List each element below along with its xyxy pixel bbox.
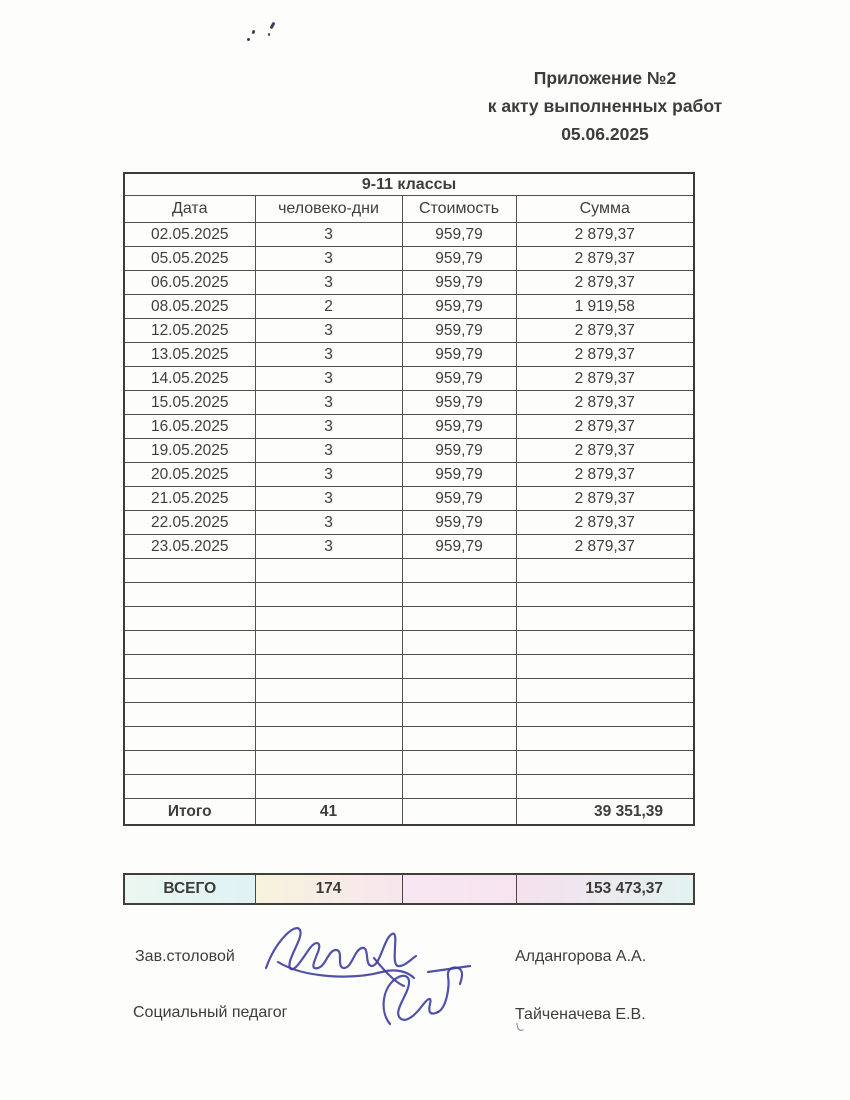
cell-days: 3	[255, 391, 402, 415]
table-row	[124, 343, 694, 367]
cell-date: 15.05.2025	[124, 391, 255, 415]
cell-days: 3	[255, 367, 402, 391]
cell-cost: 959,79	[402, 223, 516, 247]
col-header-sum: Сумма	[516, 196, 694, 223]
cell-date: 23.05.2025	[124, 535, 255, 559]
cell-sum: 2 879,37	[516, 415, 694, 439]
signature-ink-1	[256, 916, 426, 992]
empty-cell	[516, 775, 694, 799]
cell-cost: 959,79	[402, 367, 516, 391]
table-row	[124, 463, 694, 487]
empty-cell	[255, 727, 402, 751]
empty-cell	[516, 751, 694, 775]
empty-row	[124, 679, 694, 703]
cell-sum: 2 879,37	[516, 487, 694, 511]
empty-cell	[255, 631, 402, 655]
empty-cell	[255, 583, 402, 607]
cell-cost: 959,79	[402, 463, 516, 487]
cell-days: 3	[255, 463, 402, 487]
cell-date: 02.05.2025	[124, 223, 255, 247]
total-row	[124, 799, 694, 826]
grand-total-days: 174	[255, 874, 402, 904]
total-cost	[402, 799, 516, 826]
cell-sum: 2 879,37	[516, 463, 694, 487]
grand-total-sum: 153 473,37	[516, 874, 694, 904]
cell-cost: 959,79	[402, 319, 516, 343]
col-header-date: Дата	[124, 196, 255, 223]
signature-ink-2	[372, 958, 476, 1038]
empty-cell	[124, 655, 255, 679]
cell-days: 3	[255, 487, 402, 511]
empty-row	[124, 703, 694, 727]
cell-date: 20.05.2025	[124, 463, 255, 487]
cell-date: 19.05.2025	[124, 439, 255, 463]
empty-cell	[255, 775, 402, 799]
empty-cell	[516, 727, 694, 751]
empty-cell	[402, 631, 516, 655]
attendance-table	[123, 172, 695, 826]
empty-cell	[124, 751, 255, 775]
table-row	[124, 487, 694, 511]
empty-cell	[402, 775, 516, 799]
cell-sum: 2 879,37	[516, 223, 694, 247]
cell-date: 16.05.2025	[124, 415, 255, 439]
cell-date: 06.05.2025	[124, 271, 255, 295]
cell-sum: 2 879,37	[516, 271, 694, 295]
cell-days: 3	[255, 319, 402, 343]
table-row	[124, 223, 694, 247]
cell-days: 3	[255, 511, 402, 535]
table-row	[124, 415, 694, 439]
cell-cost: 959,79	[402, 439, 516, 463]
empty-cell	[402, 607, 516, 631]
empty-row	[124, 751, 694, 775]
cell-sum: 2 879,37	[516, 319, 694, 343]
total-label: Итого	[124, 799, 255, 826]
table-row	[124, 247, 694, 271]
document-header	[420, 64, 790, 148]
cell-sum: 2 879,37	[516, 535, 694, 559]
cell-days: 3	[255, 535, 402, 559]
cell-sum: 2 879,37	[516, 367, 694, 391]
cell-cost: 959,79	[402, 487, 516, 511]
cell-cost: 959,79	[402, 415, 516, 439]
grand-total-cost	[402, 874, 516, 904]
empty-cell	[516, 631, 694, 655]
grand-total-row	[124, 874, 694, 904]
signature-role-2: Социальный педагог	[133, 1004, 288, 1021]
empty-cell	[124, 583, 255, 607]
cell-days: 3	[255, 271, 402, 295]
cell-date: 14.05.2025	[124, 367, 255, 391]
empty-row	[124, 559, 694, 583]
ink-speck	[251, 30, 255, 35]
empty-cell	[402, 751, 516, 775]
empty-cell	[402, 703, 516, 727]
empty-cell	[516, 583, 694, 607]
cell-cost: 959,79	[402, 271, 516, 295]
cell-cost: 959,79	[402, 247, 516, 271]
empty-cell	[124, 631, 255, 655]
empty-row	[124, 727, 694, 751]
cell-sum: 2 879,37	[516, 247, 694, 271]
empty-cell	[124, 703, 255, 727]
empty-cell	[124, 679, 255, 703]
signature-name-2: Тайченачева Е.В.	[515, 1006, 646, 1023]
empty-cell	[255, 655, 402, 679]
empty-cell	[255, 751, 402, 775]
cell-date: 05.05.2025	[124, 247, 255, 271]
empty-row	[124, 631, 694, 655]
empty-cell	[516, 679, 694, 703]
empty-cell	[516, 559, 694, 583]
empty-row	[124, 583, 694, 607]
cell-sum: 2 879,37	[516, 511, 694, 535]
cell-sum: 1 919,58	[516, 295, 694, 319]
empty-cell	[516, 607, 694, 631]
cell-date: 12.05.2025	[124, 319, 255, 343]
table-row	[124, 439, 694, 463]
total-sum: 39 351,39	[516, 799, 694, 826]
empty-cell	[402, 655, 516, 679]
empty-cell	[402, 559, 516, 583]
empty-cell	[402, 727, 516, 751]
cell-date: 21.05.2025	[124, 487, 255, 511]
total-days: 41	[255, 799, 402, 826]
empty-row	[124, 775, 694, 799]
cell-date: 08.05.2025	[124, 295, 255, 319]
ink-speck	[270, 22, 276, 30]
table-title-row	[124, 173, 694, 196]
cell-days: 3	[255, 343, 402, 367]
empty-cell	[124, 775, 255, 799]
cell-sum: 2 879,37	[516, 391, 694, 415]
empty-row	[124, 607, 694, 631]
table-row	[124, 535, 694, 559]
cell-days: 3	[255, 247, 402, 271]
cell-days: 3	[255, 415, 402, 439]
cell-date: 22.05.2025	[124, 511, 255, 535]
table-header-row	[124, 196, 694, 223]
signature-role-1: Зав.столовой	[135, 948, 235, 965]
cell-cost: 959,79	[402, 295, 516, 319]
col-header-cost: Стоимость	[402, 196, 516, 223]
appendix-subtitle: к акту выполненных работ	[487, 96, 723, 116]
table-row	[124, 367, 694, 391]
appendix-title: Приложение №2	[533, 68, 677, 88]
empty-cell	[516, 703, 694, 727]
cell-cost: 959,79	[402, 391, 516, 415]
empty-cell	[255, 679, 402, 703]
empty-cell	[516, 655, 694, 679]
cell-cost: 959,79	[402, 511, 516, 535]
cell-days: 2	[255, 295, 402, 319]
empty-cell	[402, 679, 516, 703]
grand-total-table	[123, 873, 695, 905]
ink-speck	[268, 33, 270, 36]
empty-cell	[255, 559, 402, 583]
table-title: 9-11 классы	[124, 173, 694, 196]
cell-sum: 2 879,37	[516, 439, 694, 463]
empty-cell	[124, 727, 255, 751]
cell-cost: 959,79	[402, 343, 516, 367]
table-row	[124, 271, 694, 295]
cell-days: 3	[255, 223, 402, 247]
cell-cost: 959,79	[402, 535, 516, 559]
table-row	[124, 319, 694, 343]
col-header-person-days: человеко-дни	[255, 196, 402, 223]
ink-speck	[247, 38, 250, 41]
empty-cell	[402, 583, 516, 607]
empty-cell	[255, 703, 402, 727]
table-row	[124, 511, 694, 535]
table-row	[124, 391, 694, 415]
cell-date: 13.05.2025	[124, 343, 255, 367]
cell-days: 3	[255, 439, 402, 463]
cell-sum: 2 879,37	[516, 343, 694, 367]
table-row	[124, 295, 694, 319]
empty-row	[124, 655, 694, 679]
empty-cell	[255, 607, 402, 631]
signature-name-1: Алдангорова А.А.	[515, 948, 647, 965]
grand-total-label: ВСЕГО	[124, 874, 255, 904]
document-date: 05.06.2025	[561, 124, 649, 144]
empty-cell	[124, 607, 255, 631]
empty-cell	[124, 559, 255, 583]
